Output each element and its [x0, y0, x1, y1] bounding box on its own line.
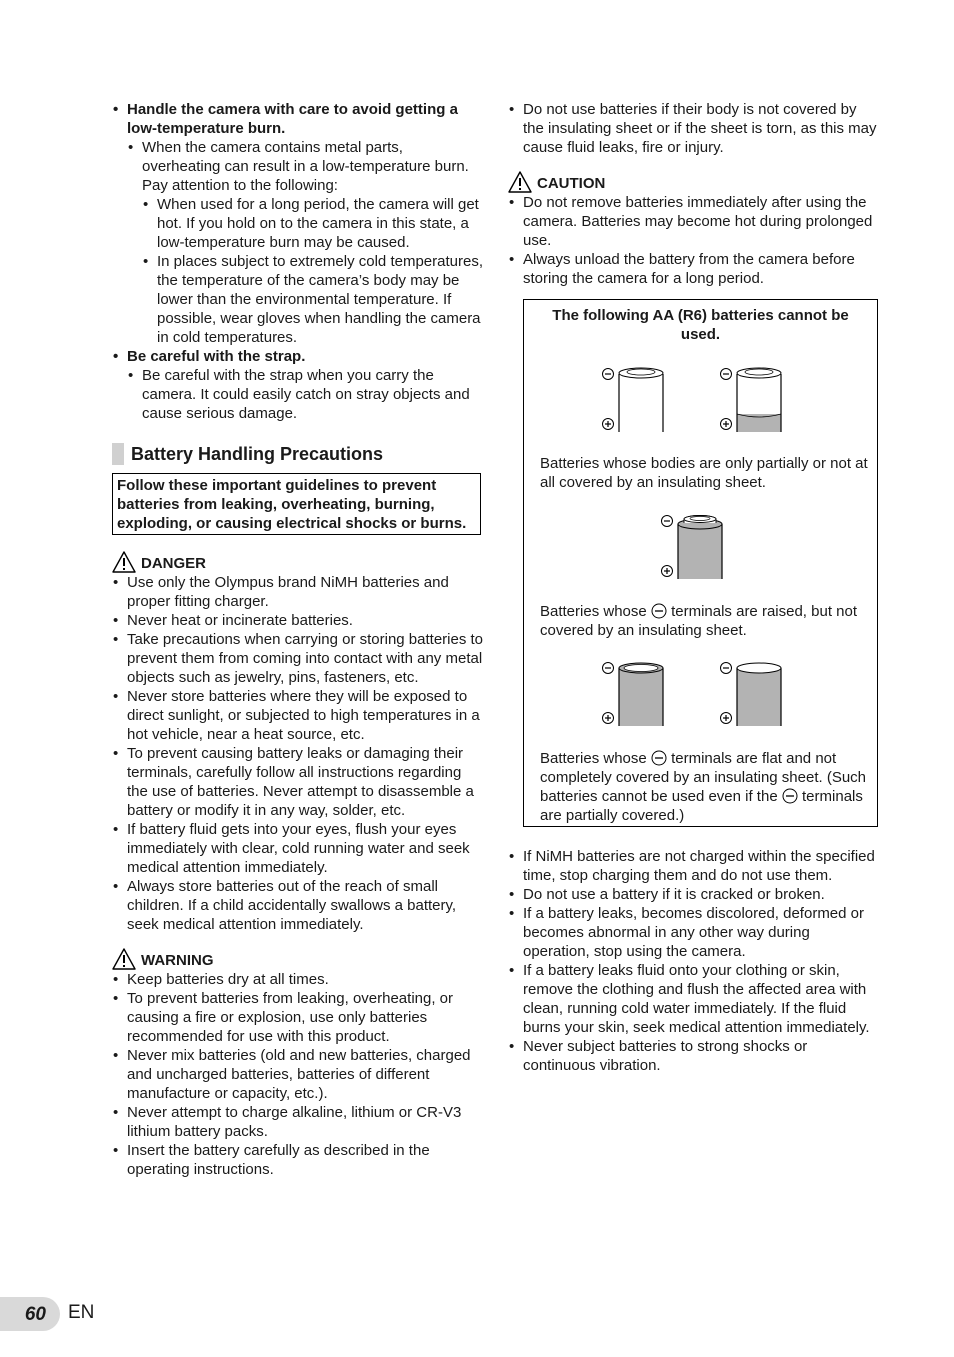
danger-title: DANGER: [141, 555, 207, 572]
list-item: • Never store batteries where they will be exposed to direct sunlight, or subjected to high temperatures in a hot vehicle, near a heat source, etc.: [112, 687, 484, 744]
caution-title: CAUTION: [537, 175, 606, 192]
strap-heading: • Be careful with the strap.: [112, 347, 484, 366]
list-item: • Use only the Olympus brand NiMH batteries and proper fitting charger.: [112, 573, 484, 611]
warning-triangle-icon: [508, 171, 532, 193]
caution-list: [508, 193, 880, 288]
list-item: • Always store batteries out of the reach of small children. If a child accidentally swallows a battery, seek medical attention immediately.: [112, 877, 484, 934]
warning-heading: [112, 948, 484, 970]
more-precautions-list: [508, 847, 880, 1075]
unusable-batteries-box: [523, 299, 878, 827]
section-title: [112, 443, 484, 465]
right-column: [508, 100, 880, 1075]
warning-triangle-icon: [112, 948, 136, 970]
warning-title: WARNING: [141, 952, 214, 969]
section-title-text: Battery Handling Precautions: [131, 443, 384, 464]
warning-list: [112, 970, 484, 1179]
list-item: • Keep batteries dry at all times.: [112, 970, 484, 989]
caution-heading: [508, 171, 880, 193]
page-number: 60: [0, 1297, 60, 1331]
warning-triangle-icon: [112, 551, 136, 573]
battery-uncovered-illustration: [600, 364, 670, 434]
battery-flat-terminal-illustration: [600, 658, 670, 728]
caption-uncovered: Batteries whose bodies are only partially or not at all covered by an insulating sheet.: [540, 455, 868, 491]
minus-circle-icon: [651, 603, 667, 619]
list-item: • Never subject batteries to strong shocks or continuous vibration.: [508, 1037, 880, 1075]
lowtemp-heading: • Handle the camera with care to avoid getting a low-temperature burn.: [112, 100, 484, 138]
list-item: • Take precautions when carrying or storing batteries to prevent them from coming into contact with any metal objects such as jewelry, pins, fasteners, etc.: [112, 630, 484, 687]
battery-raised-terminal-illustration: [659, 511, 729, 581]
battery-partially-covered-illustration: [718, 364, 788, 434]
list-item: • If NiMH batteries are not charged within the specified time, stop charging them and do not use them.: [508, 847, 880, 885]
caption-raised-before: Batteries whose: [540, 603, 647, 620]
list-item: • Do not remove batteries immediately after using the camera. Batteries may become hot during prolonged use.: [508, 193, 880, 250]
minus-circle-icon: [782, 788, 798, 804]
caption-flat-after: terminals are partially covered.): [540, 788, 863, 824]
list-item: • If a battery leaks, becomes discolored, deformed or becomes abnormal in any other way during operation, stop using the camera.: [508, 904, 880, 961]
list-item: • If battery fluid gets into your eyes, flush your eyes immediately with clear, cold running water and seek medical attention immediately.: [112, 820, 484, 877]
strap-sub: • Be careful with the strap when you carry the camera. It could easily catch on stray objects and cause serious damage.: [127, 366, 484, 423]
section-bar: [112, 443, 124, 465]
notice-box: Follow these important guidelines to prevent batteries from leaking, overheating, burning, exploding, or causing electrical shocks or burns.: [112, 473, 481, 535]
caption-flat-mid: terminals are flat and not completely covered by an insulating sheet. (Such batteries cannot be used even if the: [540, 750, 867, 805]
page-language: EN: [68, 1302, 95, 1323]
list-item: • To prevent causing battery leaks or damaging their terminals, carefully follow all instructions regarding the use of batteries. Never attempt to disassemble a battery or modify it in any way, solder, etc.: [112, 744, 484, 820]
lowtemp-point-2: • In places subject to extremely cold temperatures, the temperature of the camera’s body may be lower than the environmental temperature. If possible, wear gloves when handling the camera in cold temperatures.: [142, 252, 484, 347]
lowtemp-sub: • When the camera contains metal parts, overheating can result in a low-temperature burn. Pay attention to the following:: [127, 138, 484, 195]
caption-raised-terminal: [540, 602, 870, 640]
lowtemp-point-1: • When used for a long period, the camera will get hot. If you hold on to the camera in this state, a low-temperature burn may be caused.: [142, 195, 484, 252]
battery-flat-uncovered-top-illustration: [718, 658, 788, 728]
list-item: • Do not use a battery if it is cracked or broken.: [508, 885, 880, 904]
danger-list: [112, 573, 484, 934]
danger-heading: [112, 551, 484, 573]
left-column: [112, 100, 484, 1179]
box-title: The following AA (R6) batteries cannot be used.: [552, 307, 849, 343]
list-item: • To prevent batteries from leaking, overheating, or causing a fire or explosion, use only batteries recommended for use with this product.: [112, 989, 484, 1046]
list-item: • Always unload the battery from the camera before storing the camera for a long period.: [508, 250, 880, 288]
list-item: • If a battery leaks fluid onto your clothing or skin, remove the clothing and flush the affected area with clean, running cold water immediately. If the fluid burns your skin, seek medical attention immediately.: [508, 961, 880, 1037]
list-item: • Do not use batteries if their body is not covered by the insulating sheet or if the sheet is torn, as this may cause fluid leaks, fire or injury.: [508, 100, 880, 157]
caption-raised-after: terminals are raised, but not covered by an insulating sheet.: [540, 603, 858, 639]
list-item: • Never mix batteries (old and new batteries, charged and uncharged batteries, batteries of different manufacture or capacity, etc.).: [112, 1046, 484, 1103]
list-item: • Never heat or incinerate batteries.: [112, 611, 484, 630]
caption-flat-terminal: [540, 749, 870, 825]
list-item: • Insert the battery carefully as described in the operating instructions.: [112, 1141, 484, 1179]
minus-circle-icon: [651, 750, 667, 766]
list-item: • Never attempt to charge alkaline, lithium or CR-V3 lithium battery packs.: [112, 1103, 484, 1141]
caption-flat-before: Batteries whose: [540, 750, 647, 767]
